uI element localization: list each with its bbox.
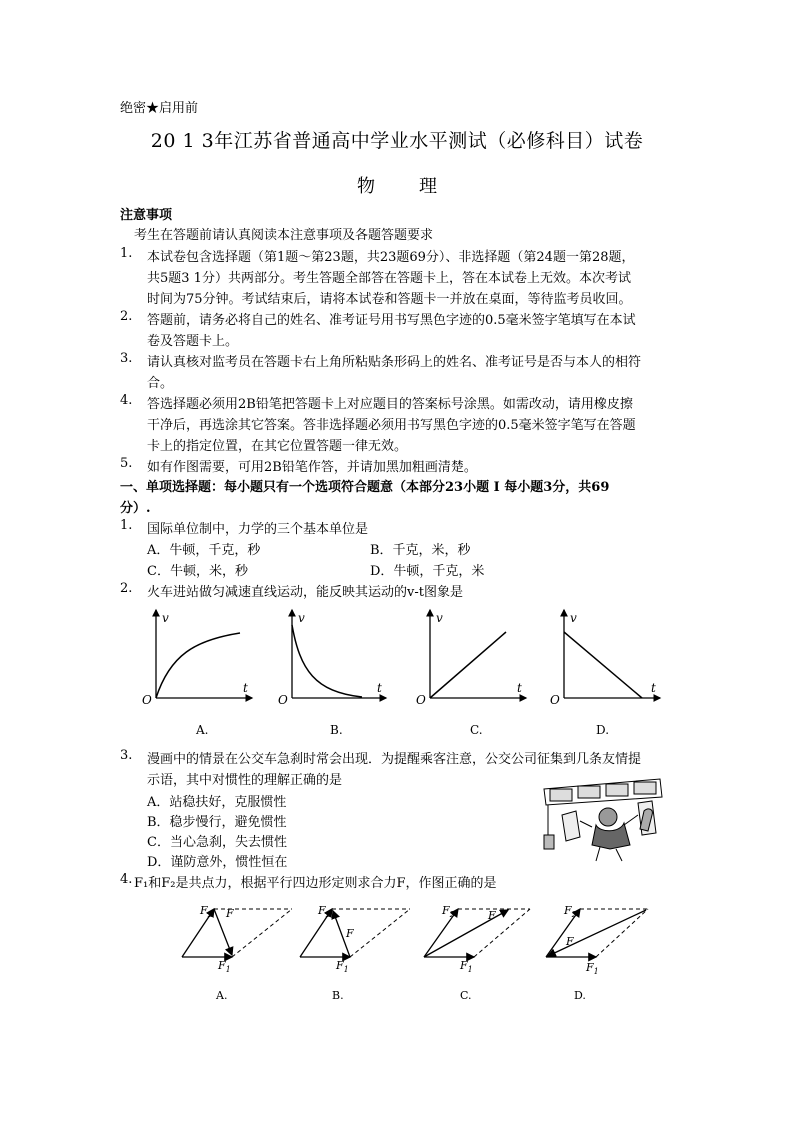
graph-label: B. — [330, 723, 343, 737]
section-heading: 一、单项选择题：每小题只有一个选项符合题意（本部分23小题 I 每小题3分，共69 — [120, 480, 610, 495]
q3-option-a: A．站稳扶好，克服惯性 — [147, 795, 287, 810]
page-title: 20 1 3年江苏省普通高中学业水平测试（必修科目）试卷 — [150, 130, 644, 152]
q4-diagram-a — [182, 904, 292, 1002]
diagram-label: A. — [216, 989, 228, 1002]
q4-diagrams — [170, 895, 650, 1005]
diagram-label: B. — [332, 989, 344, 1002]
notice-line: 如有作图需要，可用2B铅笔作答，并请加黑加粗画清楚。 — [147, 460, 477, 475]
q2-graph-c — [416, 610, 526, 737]
notice-line: 答选择题必须用2B铅笔把答题卡上对应题目的答案标号涂黑。如需改动，请用橡皮擦 — [147, 397, 633, 412]
f1-label: F — [218, 959, 226, 972]
svg-text:F1 — [585, 961, 599, 976]
q1-option-c: C．牛顿，米，秒 — [147, 564, 248, 579]
origin-label: O — [278, 693, 288, 707]
f-label: F — [226, 907, 234, 920]
diagram-label: C. — [460, 989, 472, 1002]
axis-t-label: t — [517, 681, 522, 695]
section-heading-cont: 分）. — [120, 501, 151, 516]
notice-line: 请认真核对监考员在答题卡右上角所粘贴条形码上的姓名、准考证号是否与本人的相符 — [147, 355, 642, 370]
bus-cartoon-illustration — [540, 775, 665, 865]
notice-line: 本试卷包含选择题（第1题～第23题，共23题69分）、非选择题（第24题一第28题， — [147, 250, 635, 265]
subject-title — [0, 172, 794, 198]
q3-option-b: B．稳步慢行，避免惯性 — [147, 815, 287, 830]
svg-text:F2 — [563, 904, 577, 919]
axis-t-label: t — [377, 681, 382, 695]
q2-number: 2. — [120, 581, 133, 596]
f2-label: F — [564, 904, 572, 917]
notice-line: 共5题3 1分）共两部分。考生答题全部答在答题卡上，答在本试卷上无效。本次考试 — [147, 271, 631, 286]
q4-number: 4. — [120, 872, 133, 887]
svg-text:F1 — [459, 959, 473, 974]
q4-stem: F₁和F₂是共点力，根据平行四边形定则求合力F，作图正确的是 — [134, 876, 497, 891]
notice-num-5: 5. — [120, 456, 133, 471]
origin-label: O — [142, 693, 152, 707]
f2-label: F — [442, 904, 450, 917]
axis-v-label: v — [298, 611, 305, 625]
q2-stem: 火车进站做匀减速直线运动，能反映其运动的v-t图象是 — [147, 585, 463, 600]
q2-graph-d — [550, 610, 660, 737]
subject-char-1: 物 — [357, 176, 375, 197]
notice-line: 卷及答题卡上。 — [147, 334, 239, 349]
q1-option-b: B．千克，米，秒 — [370, 543, 471, 558]
f2-label: F — [318, 904, 326, 917]
notice-num-4: 4. — [120, 393, 133, 408]
f1-sub: 1 — [593, 967, 599, 976]
svg-text:F2 — [441, 904, 455, 919]
q2-graph-a — [142, 610, 252, 737]
f2-label: F — [200, 904, 208, 917]
q1-option-d: D．牛顿，千克，米 — [370, 564, 485, 579]
q4-diagram-c — [424, 904, 530, 1002]
svg-text:F2 — [317, 904, 331, 919]
axis-t-label: t — [651, 681, 656, 695]
f2-sub: 2 — [449, 910, 455, 919]
notice-heading: 注意事项 — [120, 208, 173, 223]
notice-num-1: 1. — [120, 246, 133, 261]
axis-v-label: v — [436, 611, 443, 625]
notice-line: 合。 — [147, 376, 174, 391]
q3-stem: 漫画中的情景在公交车急刹时常会出现．为提醒乘客注意，公交公司征集到几条友情提 — [147, 752, 642, 767]
q3-option-d: D．谨防意外，惯性恒在 — [147, 855, 288, 870]
f2-sub: 2 — [207, 910, 213, 919]
q2-graph-b — [278, 610, 386, 737]
q4-diagram-b — [300, 904, 410, 1002]
q3-number: 3. — [120, 748, 133, 763]
graph-label: D. — [596, 723, 610, 737]
svg-text:F2 — [199, 904, 213, 919]
f-label: F — [346, 927, 354, 940]
axis-v-label: v — [162, 611, 169, 625]
notice-num-3: 3. — [120, 351, 133, 366]
origin-label: O — [416, 693, 426, 707]
q3-stem-cont: 示语，其中对惯性的理解正确的是 — [147, 773, 343, 788]
q2-graphs — [130, 600, 690, 740]
axis-v-label: v — [570, 611, 577, 625]
graph-label: A. — [196, 723, 209, 737]
f-label: F — [566, 935, 574, 948]
q1-option-a: A．牛顿，千克，秒 — [147, 543, 261, 558]
notice-line: 时间为75分钟。考试结束后，请将本试卷和答题卡一并放在桌面，等待监考员收回。 — [147, 292, 632, 307]
q3-option-c: C．当心急刹，失去惯性 — [147, 835, 287, 850]
svg-text:F1 — [335, 959, 349, 974]
notice-line: 答题前，请务必将自己的姓名、准考证号用书写黑色字迹的0.5毫米签字笔填写在本试 — [147, 313, 636, 328]
axis-t-label: t — [243, 681, 248, 695]
f1-sub: 1 — [467, 965, 473, 974]
diagram-label: D. — [574, 989, 586, 1002]
f1-sub: 1 — [343, 965, 349, 974]
subject-char-2: 理 — [419, 176, 437, 197]
notice-line: 干净后，再选涂其它答案。答非选择题必须用书写黑色字迹的0.5毫米签字笔写在答题 — [147, 418, 636, 433]
f1-label: F — [586, 961, 594, 974]
graph-label: C. — [470, 723, 483, 737]
svg-text:F1 — [217, 959, 231, 974]
f1-sub: 1 — [225, 965, 231, 974]
q1-number: 1. — [120, 518, 133, 533]
f2-sub: 2 — [571, 910, 577, 919]
q1-stem: 国际单位制中，力学的三个基本单位是 — [147, 522, 369, 537]
secret-mark: 绝密★启用前 — [120, 101, 199, 116]
f1-label: F — [460, 959, 468, 972]
f1-label: F — [336, 959, 344, 972]
q4-diagram-d — [546, 904, 648, 1002]
origin-label: O — [550, 693, 560, 707]
notice-line: 卡上的指定位置，在其它位置答题一律无效。 — [147, 439, 408, 454]
notice-num-2: 2. — [120, 309, 133, 324]
f-label: F — [488, 909, 496, 922]
notice-intro: 考生在答题前请认真阅读本注意事项及各题答题要求 — [134, 228, 434, 243]
f2-sub: 2 — [325, 910, 331, 919]
